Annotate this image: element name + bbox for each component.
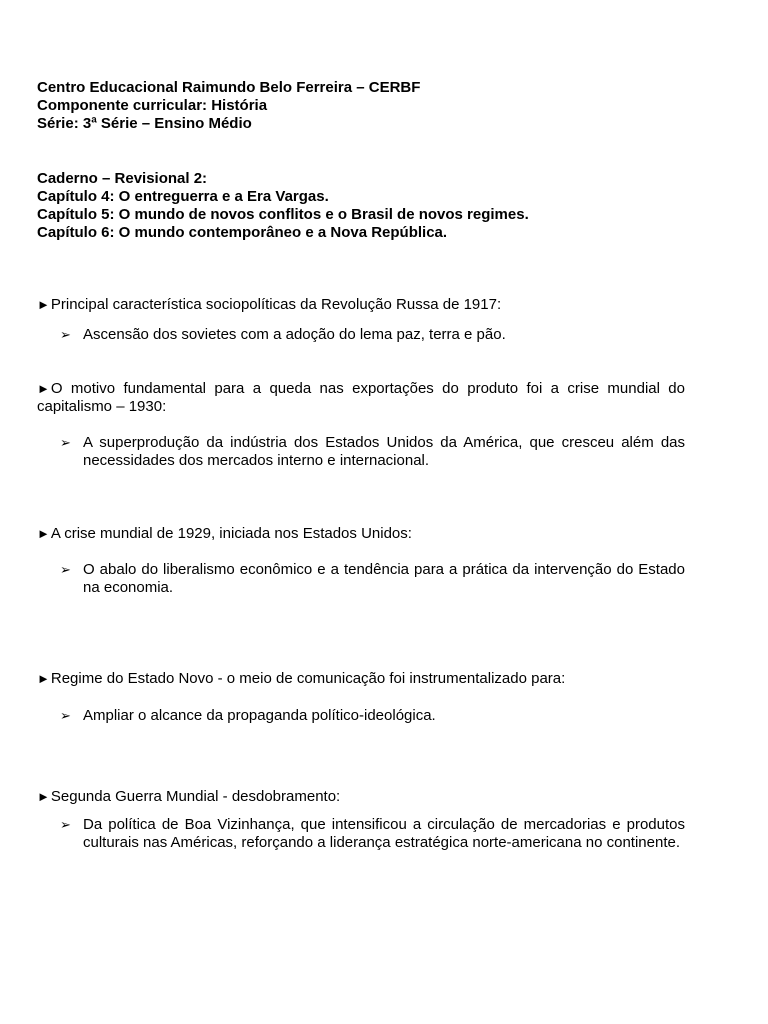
chapter-4: Capítulo 4: O entreguerra e a Era Vargas. [37, 188, 329, 205]
question-2 [37, 380, 685, 416]
school-name: Centro Educacional Raimundo Belo Ferreira – CERBF [37, 79, 421, 96]
answer-3 [60, 561, 685, 597]
answer-4-text: Ampliar o alcance da propaganda político-ideológica. [83, 707, 436, 724]
answer-2-text: A superprodução da indústria dos Estados Unidos da América, que cresceu além das necessidades dos mercados interno e internacional. [83, 434, 685, 469]
chapter-list [37, 170, 685, 242]
answer-4 [60, 707, 685, 725]
subject-line: Componente curricular: História [37, 97, 268, 114]
question-4-text: Regime do Estado Novo - o meio de comunicação foi instrumentalizado para: [50, 670, 566, 687]
arrow-marker-icon: ► [37, 789, 50, 804]
arrow-marker-icon: ► [37, 526, 50, 541]
grade-line: Série: 3ª Série – Ensino Médio [37, 115, 252, 132]
answer-1-text: Ascensão dos sovietes com a adoção do lema paz, terra e pão. [83, 326, 506, 343]
answer-3-text: O abalo do liberalismo econômico e a tendência para a prática da intervenção do Estado na economia. [83, 561, 685, 596]
question-4 [37, 670, 685, 688]
answer-1 [60, 326, 685, 344]
arrowhead-bullet-icon: ➢ [60, 817, 71, 832]
chapter-5: Capítulo 5: O mundo de novos conflitos e o Brasil de novos regimes. [37, 206, 529, 223]
notebook-title: Caderno – Revisional 2: [37, 170, 208, 187]
question-1-text: Principal característica sociopolíticas da Revolução Russa de 1917: [50, 296, 502, 313]
arrowhead-bullet-icon: ➢ [60, 327, 71, 342]
answer-5 [60, 816, 685, 852]
answer-2 [60, 434, 685, 470]
arrowhead-bullet-icon: ➢ [60, 435, 71, 450]
question-2-text: O motivo fundamental para a queda nas exportações do produto foi a crise mundial do capitalismo – 1930: [37, 380, 685, 415]
arrow-marker-icon: ► [37, 381, 50, 396]
arrow-marker-icon: ► [37, 297, 50, 312]
question-5-text: Segunda Guerra Mundial - desdobramento: [50, 788, 341, 805]
arrowhead-bullet-icon: ➢ [60, 562, 71, 577]
document-header [37, 79, 685, 133]
question-3-text: A crise mundial de 1929, iniciada nos Estados Unidos: [50, 525, 412, 542]
arrow-marker-icon: ► [37, 671, 50, 686]
answer-5-text: Da política de Boa Vizinhança, que intensificou a circulação de mercadorias e produtos culturais nas Américas, reforçando a liderança estratégica norte-americana no continente. [83, 816, 685, 851]
arrowhead-bullet-icon: ➢ [60, 708, 71, 723]
document-page [37, 79, 685, 851]
question-1 [37, 296, 685, 314]
question-3 [37, 525, 685, 543]
chapter-6: Capítulo 6: O mundo contemporâneo e a Nova República. [37, 224, 448, 241]
question-5 [37, 788, 685, 806]
